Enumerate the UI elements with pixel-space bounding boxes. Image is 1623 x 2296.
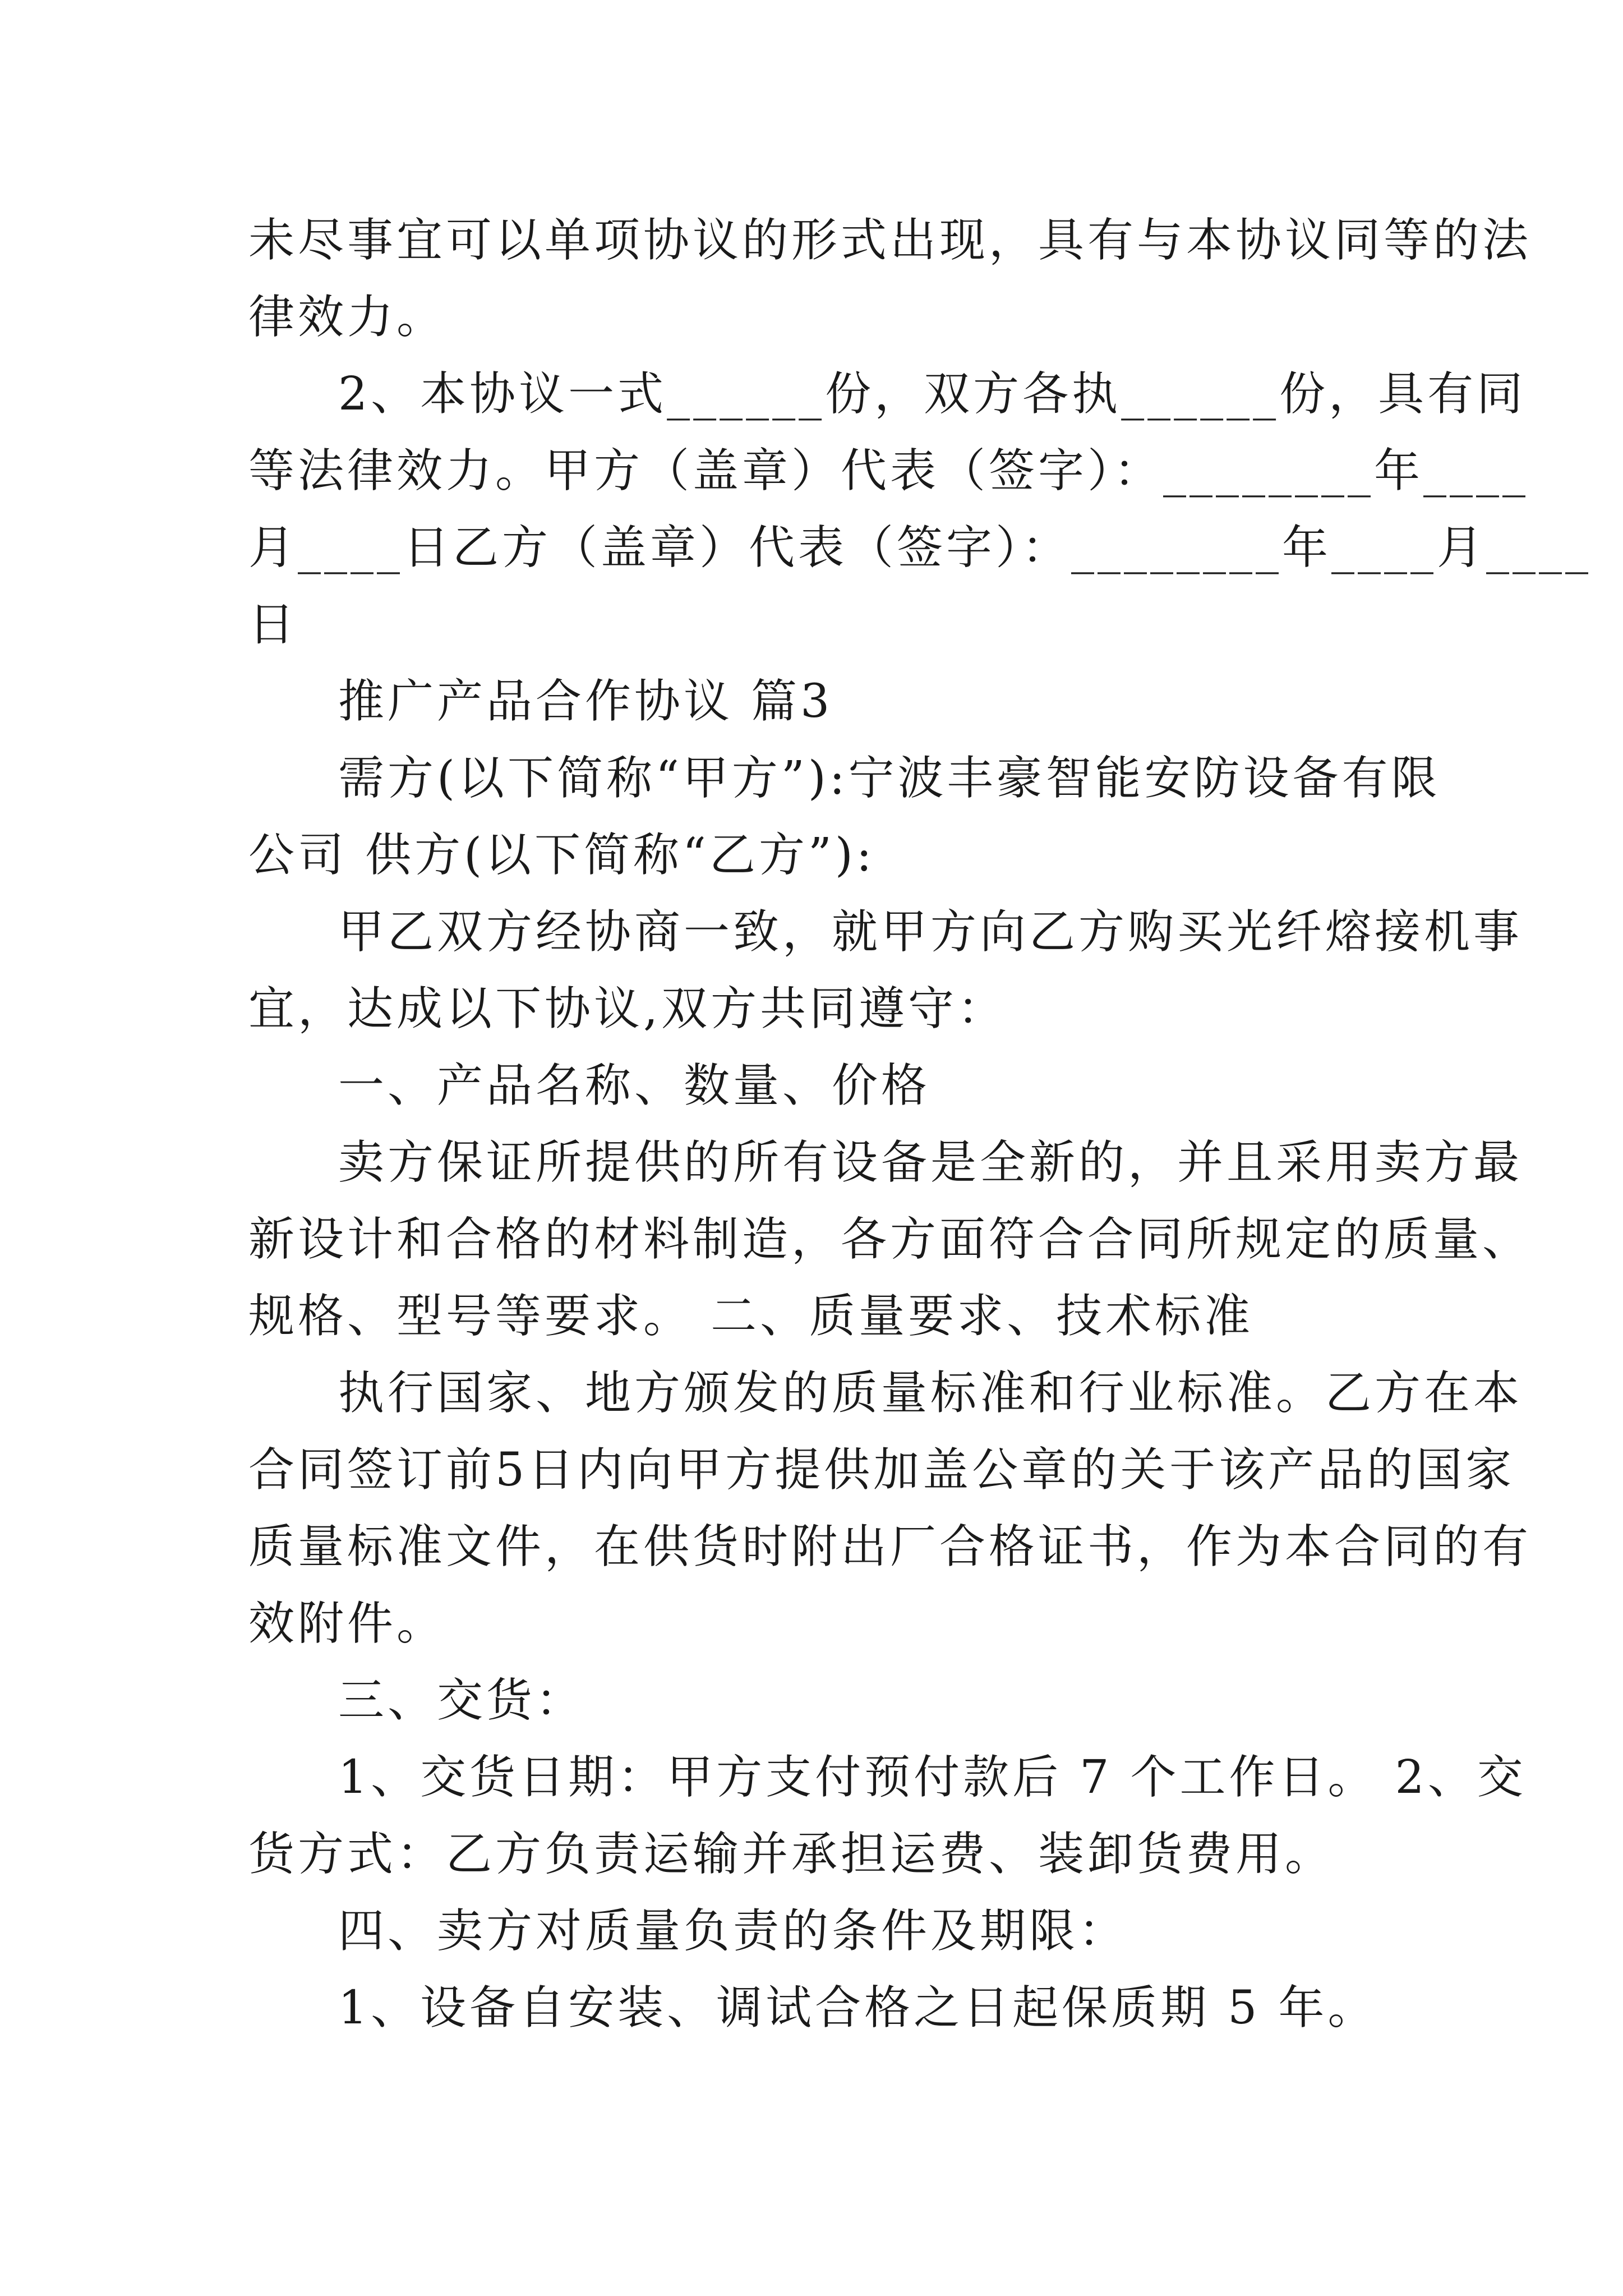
text-line: 合同签订前5日内向甲方提供加盖公章的关于该产品的国家: [248, 1443, 1515, 1497]
text-line: 1、交货日期：甲方支付预付款后 7 个工作日。 2、交: [338, 1751, 1527, 1804]
text-line: 公司 供方(以下简称“乙方”):: [248, 829, 875, 882]
text-line: 规格、型号等要求。 二、质量要求、技术标准: [248, 1290, 1254, 1343]
text-line: 日: [248, 598, 298, 651]
text-line: 等法律效力。甲方（盖章）代表（签字）：________年____: [248, 444, 1529, 498]
section-heading: 推广产品合作协议 篇3: [338, 675, 833, 728]
document-page: [248, 202, 1592, 2046]
clause-heading: 一、产品名称、数量、价格: [338, 1059, 931, 1112]
text-line: 执行国家、地方颁发的质量标准和行业标准。乙方在本: [338, 1366, 1523, 1420]
text-line: 货方式：乙方负责运输并承担运费、装卸货费用。: [248, 1828, 1335, 1881]
text-line: 2、本协议一式______份，双方各执______份，具有同: [338, 367, 1527, 421]
text-line: 甲乙双方经协商一致，就甲方向乙方购买光纤熔接机事: [338, 905, 1523, 959]
text-line: 律效力。: [248, 291, 446, 344]
text-line: 效附件。: [248, 1597, 446, 1650]
text-line: 月____日乙方（盖章）代表（签字）：________年____月____: [248, 521, 1592, 574]
text-line: 未尽事宜可以单项协议的形式出现，具有与本协议同等的法: [248, 214, 1532, 267]
clause-heading: 四、卖方对质量负责的条件及期限：: [338, 1904, 1128, 1958]
text-line: 宜，达成以下协议,双方共同遵守：: [248, 982, 1007, 1036]
text-line: 1、设备自安装、调试合格之日起保质期 5 年。: [338, 1981, 1377, 2035]
text-line: 卖方保证所提供的所有设备是全新的，并且采用卖方最: [338, 1136, 1523, 1189]
clause-heading: 三、交货：: [338, 1674, 585, 1727]
text-line: 需方(以下简称“甲方”):宁波丰豪智能安防设备有限: [338, 752, 1441, 805]
text-line: 质量标准文件，在供货时附出厂合格证书，作为本合同的有: [248, 1520, 1532, 1573]
text-line: 新设计和合格的材料制造，各方面符合合同所规定的质量、: [248, 1213, 1532, 1266]
